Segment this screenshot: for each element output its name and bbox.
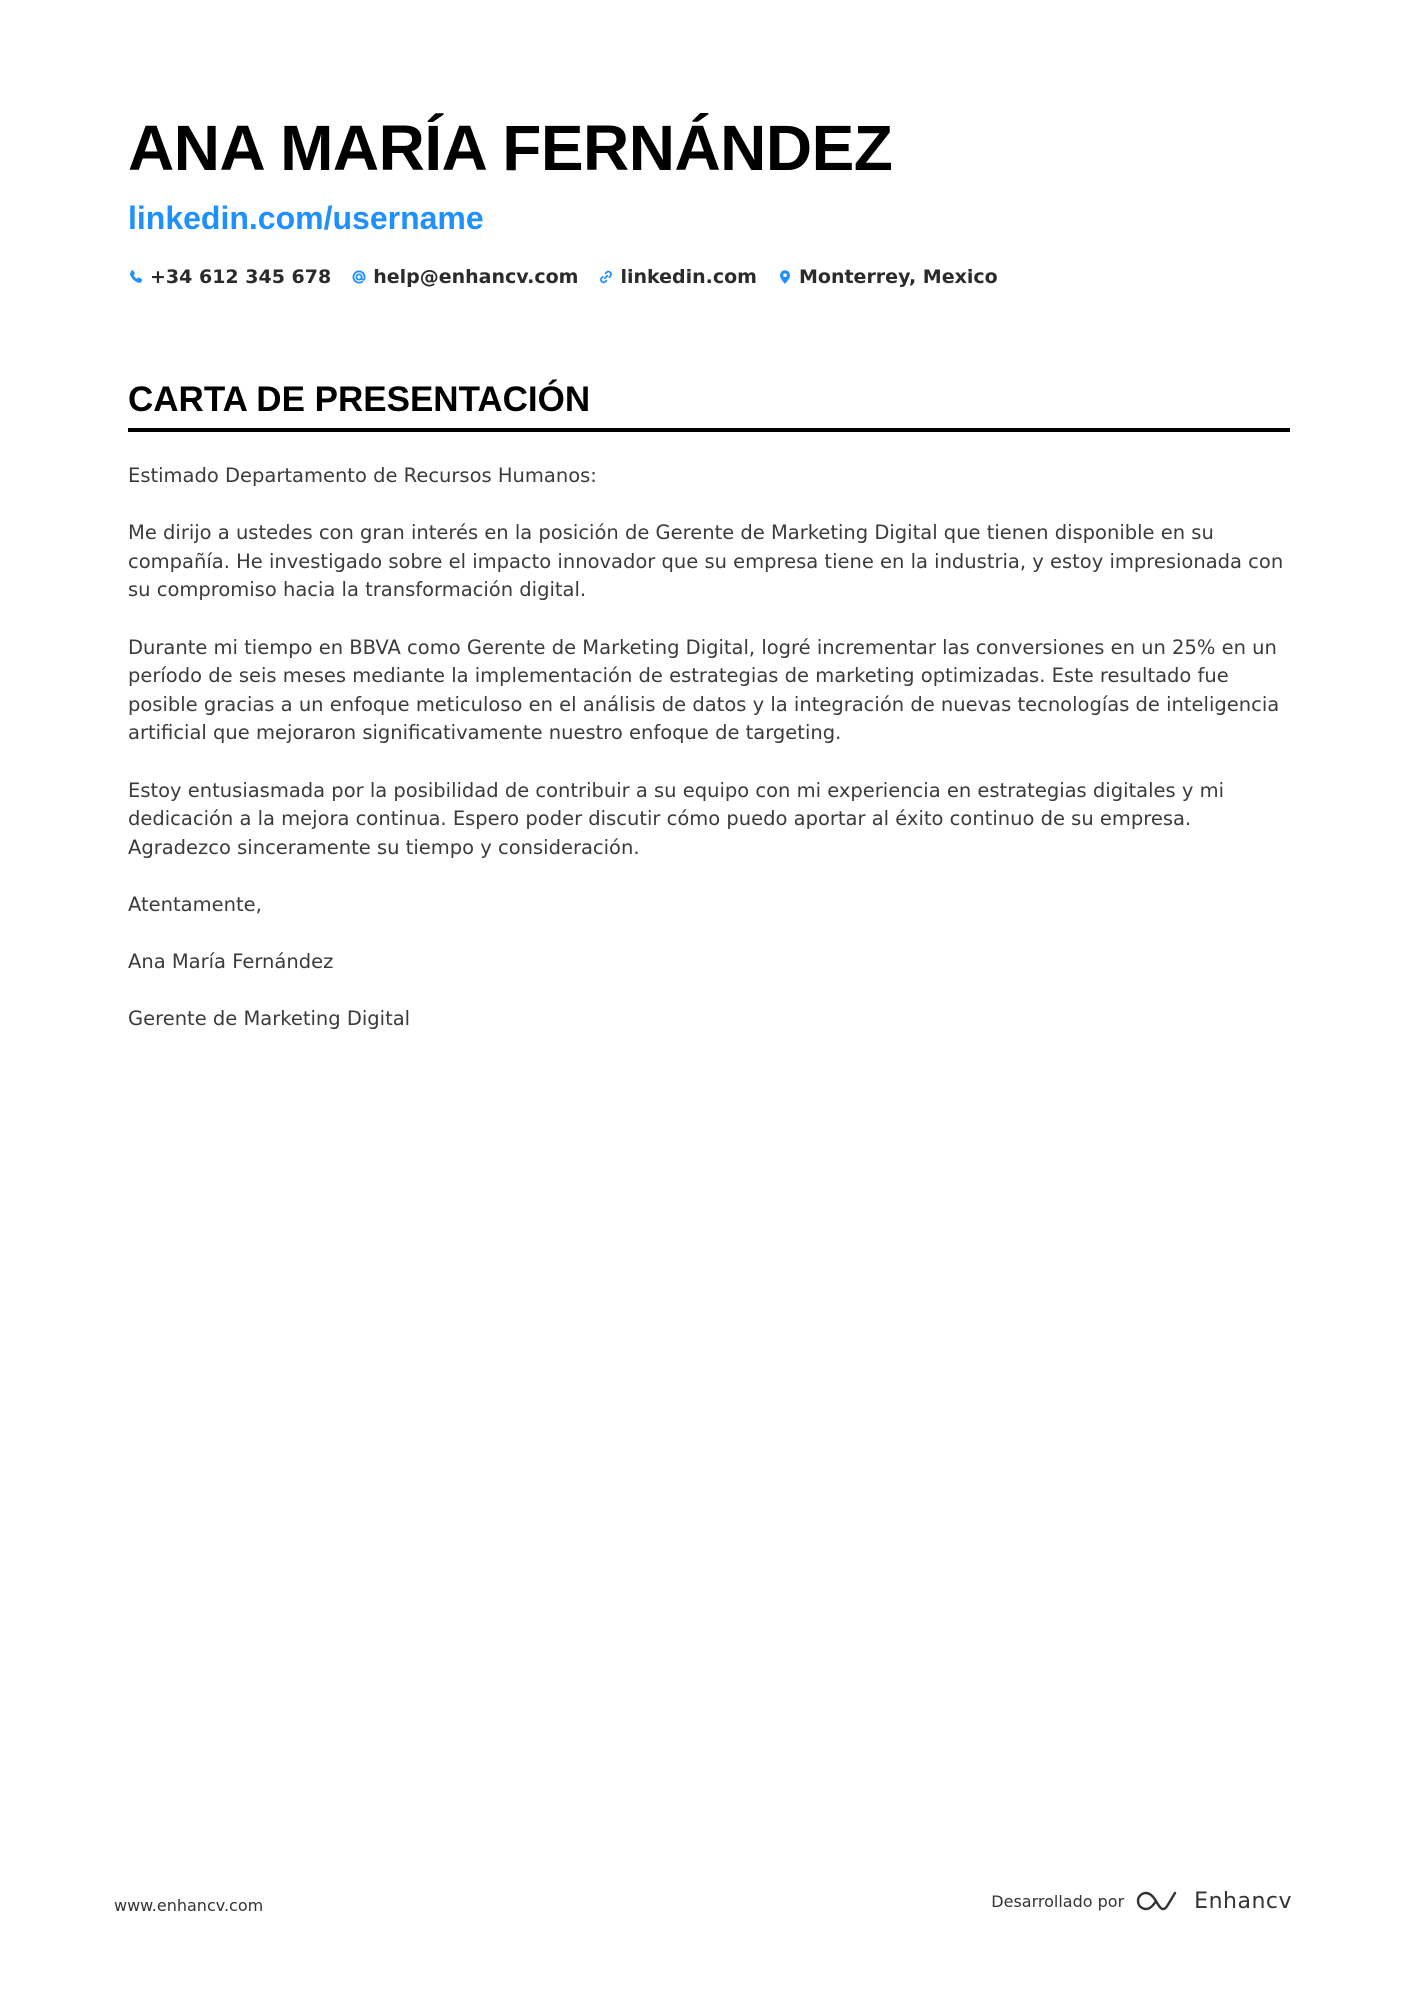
letter-greeting: Estimado Departamento de Recursos Humanos: (128, 464, 597, 487)
section-title: CARTA DE PRESENTACIÓN (128, 380, 591, 419)
phone-icon (128, 269, 144, 285)
contact-location-text: Monterrey, Mexico (798, 266, 998, 288)
contact-email[interactable] (351, 266, 578, 288)
brand-name: Enhancv (1194, 1888, 1292, 1914)
link-icon (598, 269, 614, 285)
contact-location (777, 266, 998, 288)
at-icon (351, 269, 367, 285)
enhancv-logo-icon (1136, 1888, 1182, 1914)
signature-name: Ana María Fernández (128, 950, 334, 974)
header-subtitle-link[interactable]: linkedin.com/username (128, 200, 484, 236)
candidate-name: ANA MARÍA FERNÁNDEZ (128, 112, 893, 184)
contact-phone-text: +34 612 345 678 (150, 266, 332, 288)
letter-body (128, 462, 1290, 1034)
contact-bar (128, 262, 1290, 292)
letter-paragraph-2: Durante mi tiempo en BBVA como Gerente de Marketing Digital, logré incrementar las conversiones en un 25% en un período de seis meses mediante la implementación de estrategias de marketing optimizadas. Este resultado fue posible gracias a un enfoque meticuloso en el análisis de datos y la integración de nuevas tecnologías de inteligencia artificial que mejoraron significativamente nuestro enfoque de targeting. (128, 635, 1280, 745)
letter-paragraph-3: Estoy entusiasmada por la posibilidad de contribuir a su equipo con mi experiencia en estrategias digitales y mi dedicación a la mejora continua. Espero poder discutir cómo puedo aportar al éxito continuo de su empresa. Agradezco sinceramente su tiempo y consideración. (128, 778, 1225, 859)
letter-paragraph-1: Me dirijo a ustedes con gran interés en la posición de Gerente de Marketing Digital que tienen disponible en su compañía. He investigado sobre el impacto innovador que su empresa tiene en la industria, y estoy impresionada con su compromiso hacia la transformación digital. (128, 521, 1284, 602)
contact-link-text: linkedin.com (620, 266, 757, 288)
cover-letter-page (128, 108, 1290, 1062)
contact-email-text: help@enhancv.com (373, 266, 579, 288)
signature-title: Gerente de Marketing Digital (128, 1007, 411, 1031)
letter-closing: Atentamente, (128, 892, 262, 916)
contact-link[interactable] (598, 266, 757, 288)
location-pin-icon (777, 269, 793, 285)
footer-branding[interactable] (991, 1888, 1292, 1914)
section-divider (128, 428, 1290, 432)
powered-by-label: Desarrollado por (991, 1891, 1125, 1911)
contact-phone[interactable] (128, 266, 331, 288)
footer-website-link[interactable]: www.enhancv.com (114, 1896, 264, 1915)
